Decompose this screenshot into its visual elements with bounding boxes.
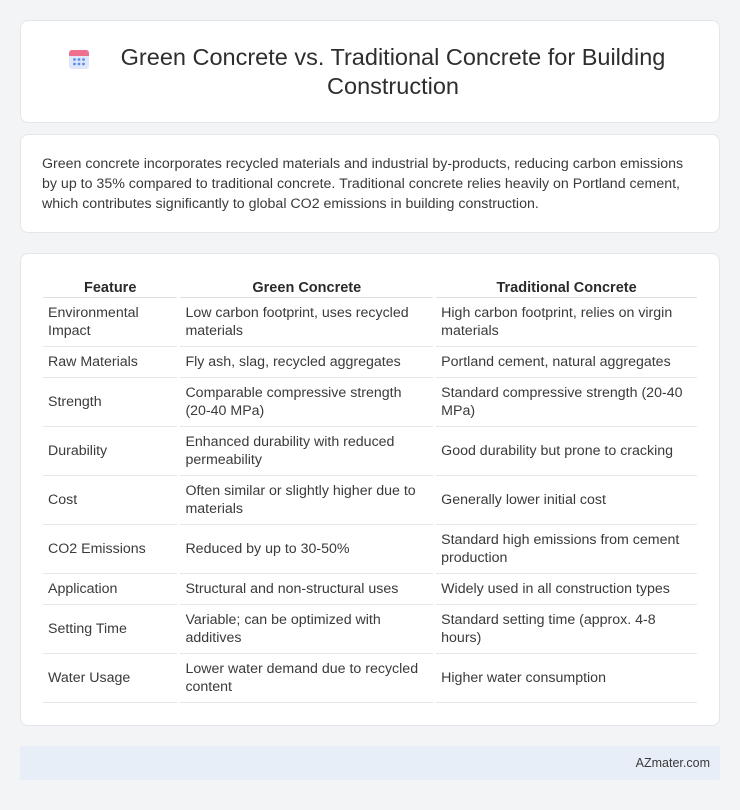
table-row	[43, 427, 697, 476]
green-concrete-cell: Often similar or slightly higher due to materials	[180, 476, 433, 525]
feature-cell: CO2 Emissions	[43, 525, 177, 574]
green-concrete-cell: Reduced by up to 30-50%	[180, 525, 433, 574]
intro-paragraph: Green concrete incorporates recycled materials and industrial by-products, reducing carbon emissions by up to 35% compared to traditional concrete. Traditional concrete relies heavily on Portland cement, which contributes significantly to global CO2 emissions in building construction.	[42, 156, 684, 212]
traditional-concrete-cell: Portland cement, natural aggregates	[436, 347, 697, 378]
traditional-concrete-cell: Good durability but prone to cracking	[436, 427, 697, 476]
calendar-icon	[67, 47, 91, 71]
table-header-row	[43, 276, 697, 298]
table-row	[43, 347, 697, 378]
comparison-card	[20, 253, 720, 726]
title-card	[20, 20, 720, 123]
green-concrete-cell: Low carbon footprint, uses recycled materials	[180, 298, 433, 347]
feature-cell: Environmental Impact	[43, 298, 177, 347]
feature-cell: Setting Time	[43, 605, 177, 654]
green-concrete-cell: Lower water demand due to recycled content	[180, 654, 433, 703]
intro-card	[20, 134, 720, 233]
table-row	[43, 574, 697, 605]
traditional-concrete-cell: Standard compressive strength (20-40 MPa)	[436, 378, 697, 427]
table-row	[43, 378, 697, 427]
traditional-concrete-cell: Standard high emissions from cement production	[436, 525, 697, 574]
column-header-traditional-concrete: Traditional Concrete	[436, 276, 697, 298]
footer-bar	[20, 746, 720, 780]
page-title: Green Concrete vs. Traditional Concrete for Building Construction	[120, 43, 666, 99]
footer-brand[interactable]: AZmater.com	[635, 756, 710, 770]
table-row	[43, 525, 697, 574]
table-row	[43, 605, 697, 654]
table-row	[43, 654, 697, 703]
green-concrete-cell: Fly ash, slag, recycled aggregates	[180, 347, 433, 378]
column-header-feature: Feature	[43, 276, 177, 298]
green-concrete-cell: Structural and non-structural uses	[180, 574, 433, 605]
feature-cell: Application	[43, 574, 177, 605]
feature-cell: Strength	[43, 378, 177, 427]
traditional-concrete-cell: Standard setting time (approx. 4-8 hours)	[436, 605, 697, 654]
traditional-concrete-cell: Widely used in all construction types	[436, 574, 697, 605]
feature-cell: Raw Materials	[43, 347, 177, 378]
feature-cell: Water Usage	[43, 654, 177, 703]
traditional-concrete-cell: Generally lower initial cost	[436, 476, 697, 525]
green-concrete-cell: Comparable compressive strength (20-40 MPa)	[180, 378, 433, 427]
traditional-concrete-cell: Higher water consumption	[436, 654, 697, 703]
traditional-concrete-cell: High carbon footprint, relies on virgin materials	[436, 298, 697, 347]
comparison-table	[40, 276, 700, 703]
table-row	[43, 298, 697, 347]
title-wrap	[67, 43, 673, 101]
green-concrete-cell: Enhanced durability with reduced permeability	[180, 427, 433, 476]
feature-cell: Cost	[43, 476, 177, 525]
column-header-green-concrete: Green Concrete	[180, 276, 433, 298]
table-row	[43, 476, 697, 525]
feature-cell: Durability	[43, 427, 177, 476]
green-concrete-cell: Variable; can be optimized with additives	[180, 605, 433, 654]
